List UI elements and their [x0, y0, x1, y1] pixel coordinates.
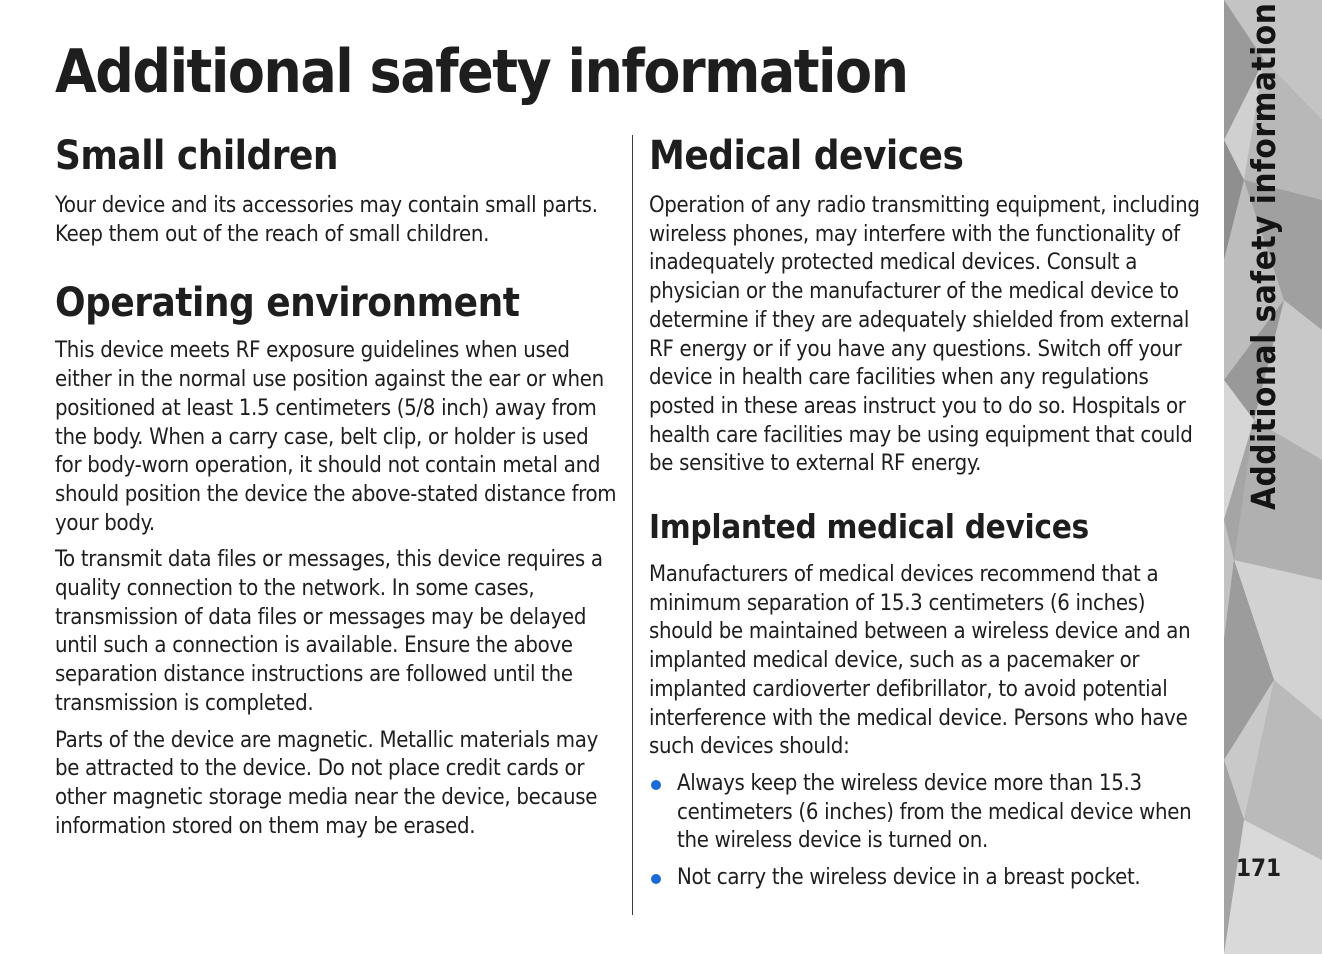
left-column: [55, 130, 620, 841]
section-small-children: [55, 130, 620, 249]
paragraph-implanted-medical-devices: Manufacturers of medical devices recommend that a minimum separation of 15.3 centimeters (6 inches) should be maintained between a wireless device and an implanted medical device, such as a pacemaker or implanted cardioverter defibrillator, to avoid potential interference with the medical device. Persons who have such devices should:: [649, 562, 1191, 760]
right-column: [649, 130, 1214, 893]
implanted-devices-bullet-list: [649, 770, 1214, 893]
page-title: Additional safety information: [55, 37, 908, 107]
paragraph-magnetic-parts: Parts of the device are magnetic. Metallic materials may be attracted to the device. Do not place credit cards or other magnetic storage media near the device, because information stored on them may be erased.: [55, 727, 598, 839]
page-number: 171: [1236, 854, 1282, 882]
paragraph-small-children: Your device and its accessories may contain small parts. Keep them out of the reach of small children.: [55, 193, 598, 247]
section-implanted-medical-devices: [649, 505, 1214, 893]
section-medical-devices: [649, 130, 1214, 479]
paragraph-medical-devices: Operation of any radio transmitting equipment, including wireless phones, may interfere with the functionality of inadequately protected medical devices. Consult a physician or the manufacturer of the medical device to determine if they are adequately shielded from external RF energy or if you have any questions. Switch off your device in health care facilities when any regulations posted in these areas instruct you to do so. Hospitals or health care facilities may be using equipment that could be sensitive to external RF energy.: [649, 193, 1200, 477]
list-item: [649, 864, 1214, 893]
sidebar-section-title: Additional safety information: [1244, 2, 1283, 510]
section-operating-environment: [55, 277, 620, 841]
bullet-dot-icon: [651, 780, 661, 790]
paragraph-rf-exposure: This device meets RF exposure guidelines when used either in the normal use position against the ear or when positioned at least 1.5 centimeters (5/8 inch) away from the body. When a carry case, belt clip, or holder is used for body-worn operation, it should not contain metal and should position the device the above-stated distance from your body.: [55, 338, 617, 536]
heading-medical-devices: Medical devices: [649, 133, 964, 179]
list-item-text: Not carry the wireless device in a breast pocket.: [677, 865, 1141, 891]
list-item-text: Always keep the wireless device more than 15.3 centimeters (6 inches) from the medical device when the wireless device is turned on.: [677, 770, 1192, 854]
list-item: [649, 770, 1214, 856]
paragraph-data-transmission: To transmit data files or messages, this device requires a quality connection to the network. In some cases, transmission of data files or messages may be delayed until such a connection is available. Ensure the above separation distance instructions are followed until the transmission is completed.: [55, 547, 603, 716]
heading-implanted-medical-devices: Implanted medical devices: [649, 507, 1089, 547]
column-divider: [632, 135, 633, 915]
bullet-dot-icon: [651, 874, 661, 884]
heading-small-children: Small children: [55, 133, 339, 179]
heading-operating-environment: Operating environment: [55, 280, 520, 327]
